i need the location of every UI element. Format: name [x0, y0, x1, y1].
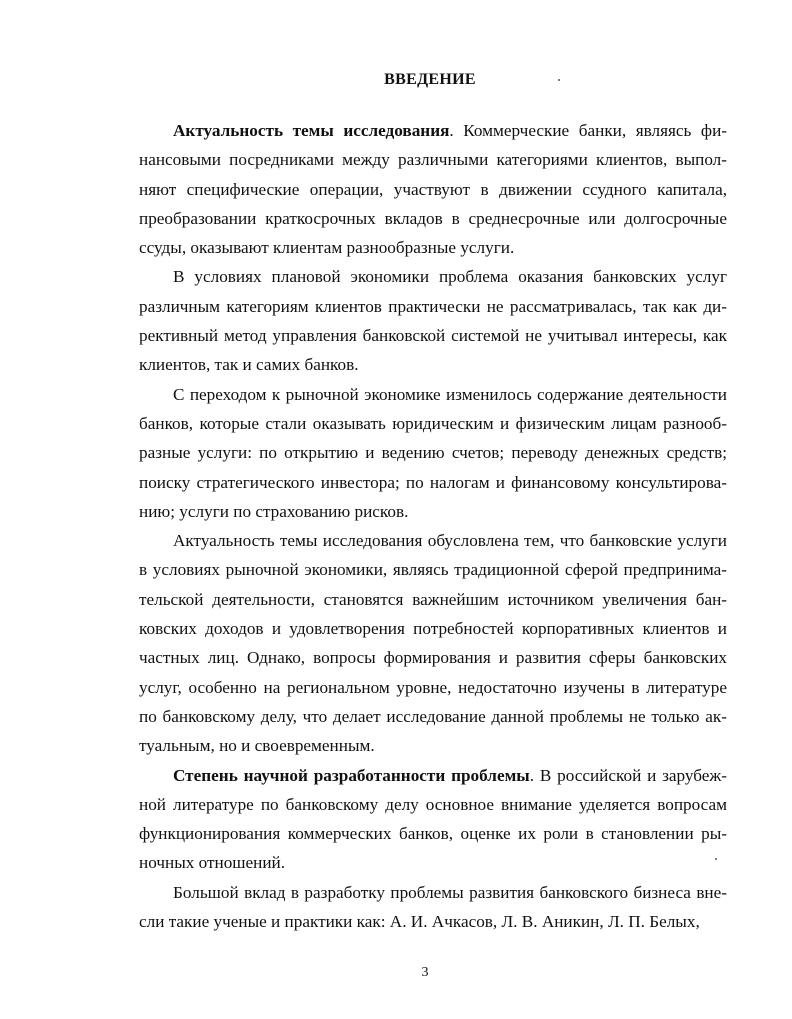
- paragraph-relevance-reasoning: [139, 526, 727, 760]
- paragraph-relevance: [139, 116, 727, 262]
- scan-speck: [558, 79, 560, 81]
- paragraph-lead: Степень научной разработанности проблемы: [173, 765, 530, 785]
- paragraph-planned-economy: [139, 262, 727, 379]
- page-title: ВВЕДЕНИЕ: [384, 71, 476, 88]
- paragraph-text: С переходом к рыночной экономике изменилось содержание деятельности банков, которые стали оказывать юридическим и физическим лицам разнообразные услуги: по открытию и ведению счетов; переводу денежных средств; поиску стратегического инвестора; по налогам и финансовому консультированию; услуги по страхованию рисков.: [139, 384, 727, 521]
- page-number: 3: [421, 965, 429, 980]
- paragraph-lead: Актуальность темы исследования: [173, 121, 450, 140]
- paragraph-text: . Коммерческие банки, являясь финансовыми посредниками между различными категориями клиентов, выполняют специфические операции, участвуют в движении ссудного капитала, преобразовании краткосрочных вкладов в среднесрочные или долгосрочные ссуды, оказывают клиентам разнообразные услуги.: [139, 121, 728, 258]
- paragraph-research-degree: [139, 761, 727, 878]
- paragraph-text: . В российской и зарубежной литературе по банковскому делу основное внимание уделяется вопросам функционирования коммерческих банков, оценке их роли в становлении рыночных отношений.: [139, 765, 727, 873]
- paragraph-text: В условиях плановой экономики проблема оказания банковских услуг различным категориям клиентов практически не рассматривалась, так как директивный метод управления банковской системой не учитывал интересы, как клиентов, так и самих банков.: [139, 267, 727, 375]
- paragraph-text: Большой вклад в разработку проблемы развития банковского бизнеса внесли такие ученые и практики как: А. И. Ачкасов, Л. В. Аникин, Л. П. Белых,: [139, 882, 727, 932]
- paragraph-text: Актуальность темы исследования обусловлена тем, что банковские услуги в условиях рыночной экономики, являясь традиционной сферой предпринимательской деятельности, становятся важнейшим источником увеличения банковских доходов и удовлетворения потребностей корпоративных клиентов и частных лиц. Однако, вопросы формирования и развития сферы банковских услуг, особенно на региональном уровне, недостаточно изучены в литературе по банковскому делу, что делает исследование данной проблемы не только актуальным, но и своевременным.: [139, 531, 727, 756]
- paragraph-market-transition: [139, 380, 727, 526]
- scan-speck: [715, 858, 717, 860]
- paragraph-contributors: [139, 878, 727, 937]
- body-text: [139, 116, 727, 936]
